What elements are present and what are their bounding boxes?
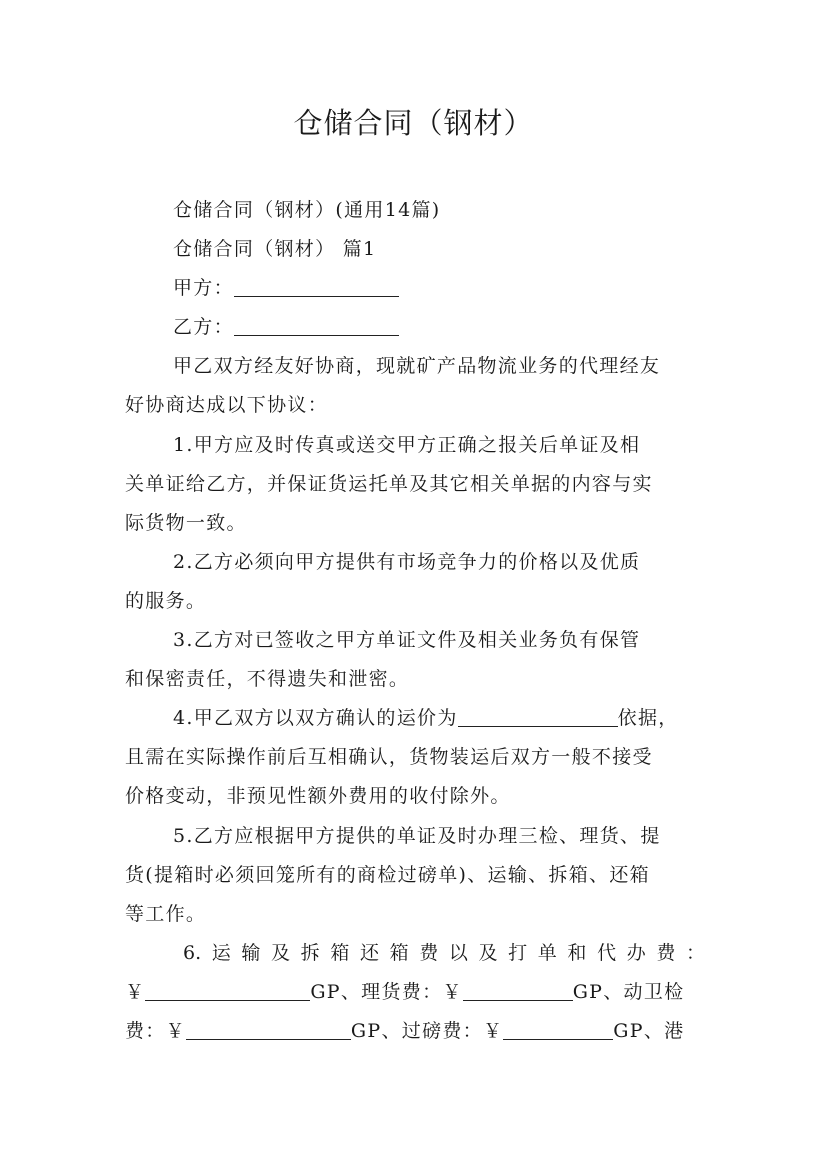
clause5-line-3: 等工作。 — [125, 902, 207, 925]
clause1-line-3: 际货物一致。 — [125, 511, 247, 534]
intro-line-1: 甲乙双方经友好协商，现就矿产品物流业务的代理经友 — [173, 355, 661, 378]
party-b-label: 乙方： — [173, 316, 234, 339]
freight-rate-blank — [458, 704, 618, 727]
clause4-line-2: 且需在实际操作前后互相确认，货物装运后双方一般不接受 — [125, 746, 653, 769]
port-fee-label: GP、港 — [613, 1019, 685, 1042]
party-a-blank — [234, 274, 399, 297]
section-heading: 仓储合同（钢材） 篇1 — [173, 238, 377, 261]
subtitle-line: 仓储合同（钢材）(通用14篇) — [173, 199, 441, 221]
document-title: 仓储合同（钢材） — [293, 106, 534, 140]
clause5-line-1: 5.乙方应根据甲方提供的单证及时办理三检、理货、提 — [173, 824, 661, 847]
clause1-line-2: 关单证给乙方，并保证货运托单及其它相关单据的内容与实 — [125, 472, 653, 495]
tally-fee-label: GP、理货费： — [310, 980, 443, 1003]
yen-symbol: ￥ — [125, 980, 146, 1003]
sanitary-fee-blank — [186, 1017, 351, 1040]
weigh-fee-blank — [503, 1017, 613, 1040]
transport-fee-blank — [145, 978, 310, 1001]
clause1-line-1: 1.甲方应及时传真或送交甲方正确之报关后单证及相 — [173, 433, 641, 456]
clause2-line-1: 2.乙方必须向甲方提供有市场竞争力的价格以及优质 — [173, 550, 641, 573]
party-b-blank — [234, 313, 399, 336]
clause3-line-1: 3.乙方对已签收之甲方单证文件及相关业务负有保管 — [173, 629, 641, 652]
yen-symbol: ￥ — [165, 1019, 186, 1042]
clause5-line-2: 货(提箱时必须回笼所有的商检过磅单)、运输、拆箱、还箱 — [125, 863, 650, 886]
fee-prefix: 费： — [125, 1019, 166, 1042]
clause6-line-3 — [125, 1012, 705, 1051]
yen-symbol: ￥ — [482, 1019, 504, 1042]
clause4-line-1 — [125, 699, 705, 738]
party-b-line — [125, 308, 705, 347]
clause6-line-2 — [125, 973, 705, 1012]
weigh-fee-label: GP、过磅费： — [350, 1019, 483, 1042]
clause3-line-2: 和保密责任，不得遗失和泄密。 — [125, 668, 410, 691]
party-a-label: 甲方： — [173, 277, 234, 300]
clause6-line-1: 6.运输及拆箱还箱费以及打单和代办费： — [183, 941, 705, 964]
yen-symbol: ￥ — [442, 980, 463, 1003]
clause2-line-2: 的服务。 — [125, 589, 207, 612]
clause4-line-3: 价格变动，非预见性额外费用的收付除外。 — [125, 785, 511, 808]
sanitary-fee-label: GP、动卫检 — [572, 980, 685, 1003]
intro-line-2: 好协商达成以下协议： — [125, 394, 329, 417]
clause4-text-pre: 4.甲乙双方以双方确认的运价为 — [173, 707, 458, 730]
tally-fee-blank — [463, 978, 573, 1001]
party-a-line — [125, 269, 705, 308]
clause4-text-post: 依据， — [617, 707, 679, 730]
document-body — [125, 191, 705, 1051]
